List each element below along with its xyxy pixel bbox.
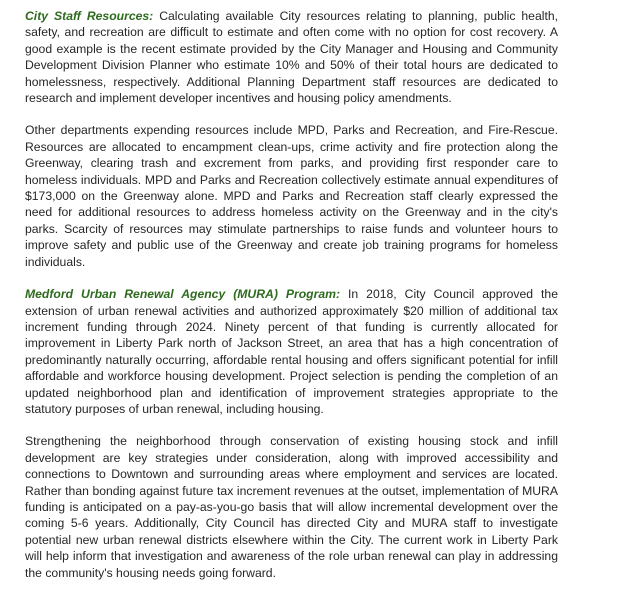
paragraph-heading: Medford Urban Renewal Agency (MURA) Program: [25, 287, 341, 302]
paragraph-body: In 2018, City Council approved the extension of urban renewal activities and authorized approximately $20 million of additional tax increment funding through 2024. Ninety percent of that funding is currently allocated for improvement in Liberty Park north of Jackson Street, an area that has a high concentration of predominantly naturally occurring, affordable rental housing and offers significant potential for infill affordable and workforce housing development. Project selection is pending the completion of an updated neighborhood plan and identification of improvement strategies appropriate to the statutory purposes of urban renewal, including housing. [25, 287, 558, 416]
document-page [25, 8, 558, 597]
paragraph-body: Other departments expending resources include MPD, Parks and Recreation, and Fire-Rescue. Resources are allocated to encampment clean-ups, crime activity and fire protection along the Greenway, clearing trash and excrement from parks, and providing first responder care to homeless individuals. MPD and Parks and Recreation collectively estimate annual expenditures of $173,000 on the Greenway alone. MPD and Parks and Recreation staff clearly expressed the need for additional resources to address homeless activity on the Greenway and in the city's parks. Scarcity of resources may stimulate partnerships to raise funds and volunteer hours to improve safety and public use of the Greenway and create job training programs for homeless individuals. [25, 123, 558, 269]
paragraph-heading: City Staff Resources: [25, 9, 154, 23]
paragraph-other-departments [25, 122, 558, 270]
paragraph-strengthening-neighborhood [25, 433, 558, 581]
paragraph-mura-program [25, 286, 558, 417]
paragraph-body: Calculating available City resources relating to planning, public health, safety, and recreation are difficult to estimate and often come with no option for cost recovery. A good example is the recent estimate provided by the City Manager and Housing and Community Development Division Planner who estimate 10% and 50% of their total hours are dedicated to homelessness, respectively. Additional Planning Department staff resources are dedicated to research and implement developer incentives and housing policy amendments. [25, 9, 558, 106]
paragraph-body: Strengthening the neighborhood through conservation of existing housing stock and infill development are key strategies under consideration, along with improved accessibility and connections to Downtown and surrounding areas where employment and services are located. Rather than bonding against future tax increment revenues at the outset, implementation of MURA funding is anticipated on a pay-as-you-go basis that will allow incremental development over the coming 5-6 years. Additionally, City Council has directed City and MURA staff to investigate potential new urban renewal districts elsewhere within the City. The current work in Liberty Park will help inform that investigation and awareness of the role urban renewal can play in addressing the community's housing needs going forward. [25, 434, 558, 580]
paragraph-city-staff-resources [25, 8, 558, 106]
